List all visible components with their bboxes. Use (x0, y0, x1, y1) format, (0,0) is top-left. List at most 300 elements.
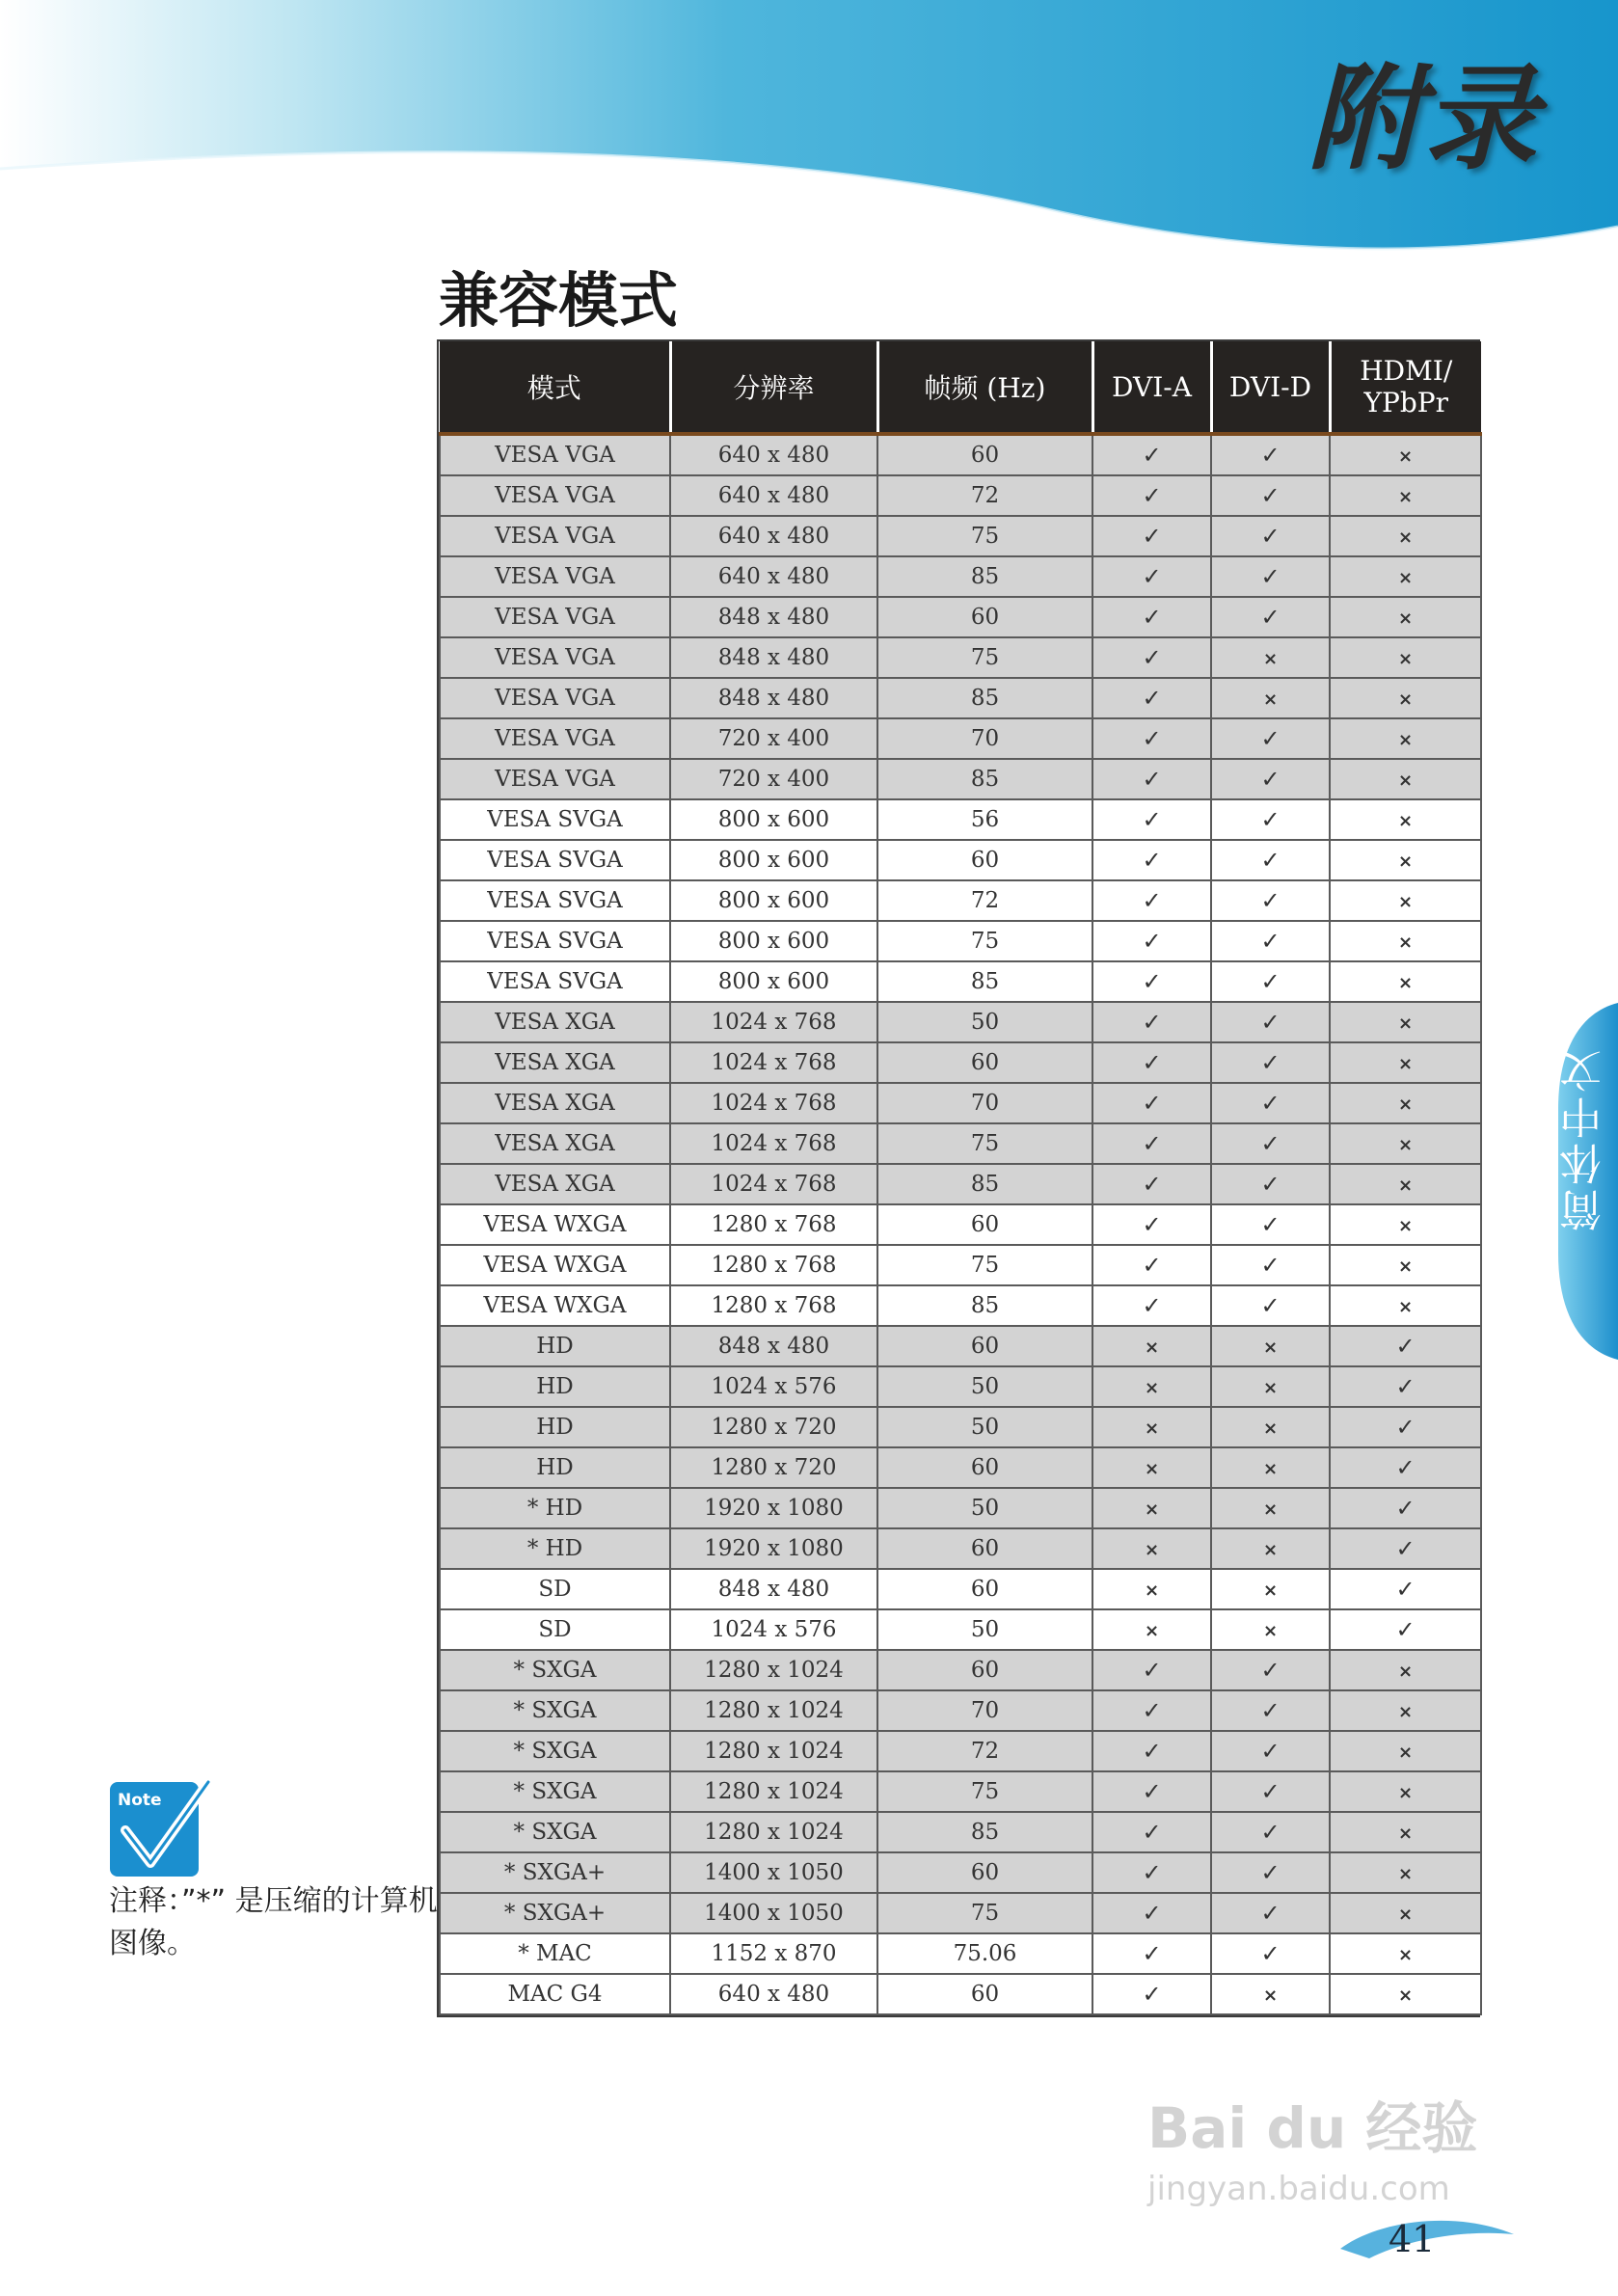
frequency-cell: 72 (877, 1731, 1092, 1771)
hdmi-ypbpr-cell (1330, 475, 1481, 516)
resolution-cell: 1280 x 720 (670, 1407, 877, 1447)
table-row (440, 1933, 1481, 1974)
dvi-a-cell (1092, 475, 1211, 516)
table-row (440, 961, 1481, 1002)
mode-cell: VESA WXGA (440, 1245, 670, 1285)
hdmi-ypbpr-cell (1330, 961, 1481, 1002)
check-mark-icon: ✓ (1260, 1090, 1281, 1117)
dvi-a-cell (1092, 1245, 1211, 1285)
table-row (440, 840, 1481, 880)
dvi-d-cell (1211, 1893, 1330, 1933)
frequency-cell: 50 (877, 1002, 1092, 1042)
frequency-cell: 85 (877, 1285, 1092, 1326)
check-mark-icon: ✓ (1142, 644, 1162, 671)
mode-cell: * SXGA (440, 1771, 670, 1812)
frequency-cell: 60 (877, 1447, 1092, 1488)
mode-cell: VESA VGA (440, 718, 670, 759)
check-mark-icon: ✓ (1142, 523, 1162, 550)
hdmi-ypbpr-cell (1330, 637, 1481, 678)
frequency-cell: 60 (877, 434, 1092, 475)
mode-cell: VESA WXGA (440, 1204, 670, 1245)
dvi-a-cell (1092, 1731, 1211, 1771)
cross-mark-icon: × (1144, 1540, 1160, 1560)
mode-cell: SD (440, 1569, 670, 1609)
resolution-cell: 848 x 480 (670, 1326, 877, 1366)
mode-cell: VESA SVGA (440, 840, 670, 880)
check-mark-icon: ✓ (1142, 604, 1162, 631)
dvi-a-cell (1092, 718, 1211, 759)
hdmi-ypbpr-cell (1330, 516, 1481, 556)
column-header-frequency: 帧频 (Hz) (877, 341, 1092, 434)
dvi-a-cell (1092, 1812, 1211, 1852)
dvi-d-cell (1211, 1164, 1330, 1204)
hdmi-ypbpr-cell (1330, 840, 1481, 880)
mode-cell: * SXGA (440, 1731, 670, 1771)
column-header-mode: 模式 (440, 341, 670, 434)
dvi-a-cell (1092, 1771, 1211, 1812)
dvi-d-cell (1211, 1123, 1330, 1164)
frequency-cell: 72 (877, 880, 1092, 921)
table-row (440, 1609, 1481, 1650)
dvi-a-cell (1092, 1974, 1211, 2014)
check-mark-icon: ✓ (1395, 1495, 1416, 1522)
cross-mark-icon: × (1262, 1459, 1279, 1479)
frequency-cell: 85 (877, 556, 1092, 597)
resolution-cell: 1024 x 768 (670, 1002, 877, 1042)
dvi-a-cell (1092, 1366, 1211, 1407)
cross-mark-icon: × (1397, 892, 1414, 912)
frequency-cell: 60 (877, 1042, 1092, 1083)
table-row (440, 1569, 1481, 1609)
table-row (440, 1690, 1481, 1731)
cross-mark-icon: × (1397, 568, 1414, 588)
resolution-cell: 1024 x 768 (670, 1164, 877, 1204)
cross-mark-icon: × (1262, 1378, 1279, 1398)
table-row (440, 799, 1481, 840)
dvi-a-cell (1092, 1569, 1211, 1609)
frequency-cell: 85 (877, 1812, 1092, 1852)
resolution-cell: 1280 x 768 (670, 1285, 877, 1326)
mode-cell: VESA SVGA (440, 961, 670, 1002)
check-mark-icon: ✓ (1142, 806, 1162, 833)
dvi-a-cell (1092, 678, 1211, 718)
check-mark-icon: ✓ (1142, 1171, 1162, 1198)
table-row (440, 516, 1481, 556)
hdmi-ypbpr-cell (1330, 1528, 1481, 1569)
frequency-cell: 85 (877, 678, 1092, 718)
hdmi-ypbpr-cell (1330, 1974, 1481, 2014)
mode-cell: VESA VGA (440, 759, 670, 799)
mode-cell: VESA XGA (440, 1083, 670, 1123)
check-mark-icon: ✓ (1395, 1616, 1416, 1643)
table-header-row (440, 341, 1481, 434)
cross-mark-icon: × (1262, 649, 1279, 669)
cross-mark-icon: × (1397, 1904, 1414, 1925)
check-mark-icon: ✓ (1260, 442, 1281, 469)
check-mark-icon: ✓ (1260, 1252, 1281, 1279)
mode-cell: VESA SVGA (440, 799, 670, 840)
frequency-cell: 85 (877, 1164, 1092, 1204)
resolution-cell: 1280 x 1024 (670, 1690, 877, 1731)
check-mark-icon: ✓ (1260, 1009, 1281, 1036)
table-row (440, 1083, 1481, 1123)
check-mark-icon: ✓ (1142, 847, 1162, 874)
hdmi-ypbpr-cell (1330, 1285, 1481, 1326)
frequency-cell: 75 (877, 1245, 1092, 1285)
resolution-cell: 848 x 480 (670, 637, 877, 678)
dvi-d-cell (1211, 1204, 1330, 1245)
check-mark-icon: ✓ (1142, 1657, 1162, 1684)
cross-mark-icon: × (1397, 730, 1414, 750)
check-mark-icon: ✓ (1260, 928, 1281, 955)
dvi-a-cell (1092, 1002, 1211, 1042)
check-mark-icon: ✓ (1260, 1940, 1281, 1967)
table-row (440, 1771, 1481, 1812)
resolution-cell: 800 x 600 (670, 799, 877, 840)
cross-mark-icon: × (1397, 689, 1414, 710)
dvi-a-cell (1092, 1123, 1211, 1164)
check-mark-icon: ✓ (1142, 1819, 1162, 1846)
table-row (440, 556, 1481, 597)
resolution-cell: 1400 x 1050 (670, 1852, 877, 1893)
hdmi-ypbpr-cell (1330, 1933, 1481, 1974)
note-check-icon (108, 1774, 214, 1880)
check-mark-icon: ✓ (1142, 1049, 1162, 1076)
check-mark-icon: ✓ (1142, 1211, 1162, 1238)
table-row (440, 1731, 1481, 1771)
hdmi-ypbpr-cell (1330, 1812, 1481, 1852)
dvi-d-cell (1211, 1569, 1330, 1609)
table-row (440, 718, 1481, 759)
mode-cell: HD (440, 1326, 670, 1366)
table-row (440, 637, 1481, 678)
check-mark-icon: ✓ (1395, 1454, 1416, 1481)
table-row (440, 759, 1481, 799)
mode-cell: VESA SVGA (440, 921, 670, 961)
dvi-d-cell (1211, 840, 1330, 880)
dvi-d-cell (1211, 799, 1330, 840)
resolution-cell: 1024 x 576 (670, 1366, 877, 1407)
dvi-d-cell (1211, 434, 1330, 475)
frequency-cell: 70 (877, 1083, 1092, 1123)
dvi-a-cell (1092, 1488, 1211, 1528)
frequency-cell: 72 (877, 475, 1092, 516)
check-mark-icon: ✓ (1142, 1697, 1162, 1724)
dvi-a-cell (1092, 759, 1211, 799)
dvi-a-cell (1092, 597, 1211, 637)
mode-cell: HD (440, 1447, 670, 1488)
hdmi-ypbpr-cell (1330, 1123, 1481, 1164)
resolution-cell: 848 x 480 (670, 1569, 877, 1609)
check-mark-icon: ✓ (1142, 968, 1162, 995)
hdmi-ypbpr-cell (1330, 799, 1481, 840)
check-mark-icon: ✓ (1142, 442, 1162, 469)
check-mark-icon: ✓ (1142, 887, 1162, 914)
table-row (440, 1002, 1481, 1042)
check-mark-icon: ✓ (1142, 1292, 1162, 1319)
resolution-cell: 1152 x 870 (670, 1933, 877, 1974)
dvi-d-cell (1211, 556, 1330, 597)
cross-mark-icon: × (1397, 1945, 1414, 1965)
dvi-d-cell (1211, 1326, 1330, 1366)
check-mark-icon: ✓ (1260, 725, 1281, 752)
compatibility-table (437, 339, 1480, 2017)
cross-mark-icon: × (1397, 649, 1414, 669)
dvi-a-cell (1092, 637, 1211, 678)
dvi-a-cell (1092, 1852, 1211, 1893)
frequency-cell: 75 (877, 921, 1092, 961)
frequency-cell: 60 (877, 840, 1092, 880)
dvi-d-cell (1211, 1771, 1330, 1812)
cross-mark-icon: × (1397, 1864, 1414, 1884)
resolution-cell: 1280 x 720 (670, 1447, 877, 1488)
cross-mark-icon: × (1397, 932, 1414, 953)
cross-mark-icon: × (1262, 1499, 1279, 1520)
check-mark-icon: ✓ (1260, 1819, 1281, 1846)
hdmi-ypbpr-cell (1330, 434, 1481, 475)
table-row (440, 1447, 1481, 1488)
check-mark-icon: ✓ (1142, 563, 1162, 590)
dvi-a-cell (1092, 961, 1211, 1002)
mode-cell: VESA VGA (440, 678, 670, 718)
side-tab-label: 简体中文 (1560, 1046, 1609, 1231)
cross-mark-icon: × (1397, 1256, 1414, 1277)
mode-cell: VESA VGA (440, 475, 670, 516)
table-row (440, 1245, 1481, 1285)
resolution-cell: 1280 x 1024 (670, 1731, 877, 1771)
frequency-cell: 60 (877, 1852, 1092, 1893)
dvi-a-cell (1092, 1528, 1211, 1569)
hdmi-ypbpr-cell (1330, 1609, 1481, 1650)
check-mark-icon: ✓ (1260, 847, 1281, 874)
check-mark-icon: ✓ (1260, 482, 1281, 509)
cross-mark-icon: × (1144, 1378, 1160, 1398)
dvi-d-cell (1211, 1852, 1330, 1893)
check-mark-icon: ✓ (1260, 1292, 1281, 1319)
table-row (440, 1204, 1481, 1245)
check-mark-icon: ✓ (1142, 1981, 1162, 2008)
hdmi-ypbpr-cell (1330, 1650, 1481, 1690)
hdmi-ypbpr-cell (1330, 1164, 1481, 1204)
watermark-brand: Bai du 经验 (1147, 2095, 1478, 2161)
mode-cell: VESA VGA (440, 637, 670, 678)
dvi-d-cell (1211, 1042, 1330, 1083)
cross-mark-icon: × (1397, 446, 1414, 467)
mode-cell: * SXGA (440, 1650, 670, 1690)
check-mark-icon: ✓ (1260, 806, 1281, 833)
resolution-cell: 720 x 400 (670, 718, 877, 759)
check-mark-icon: ✓ (1260, 604, 1281, 631)
frequency-cell: 85 (877, 759, 1092, 799)
dvi-d-cell (1211, 880, 1330, 921)
frequency-cell: 60 (877, 1974, 1092, 2014)
dvi-d-cell (1211, 637, 1330, 678)
dvi-d-cell (1211, 759, 1330, 799)
dvi-a-cell (1092, 880, 1211, 921)
dvi-a-cell (1092, 556, 1211, 597)
hdmi-ypbpr-cell (1330, 1407, 1481, 1447)
mode-cell: * HD (440, 1528, 670, 1569)
mode-cell: VESA XGA (440, 1164, 670, 1204)
table-row (440, 1528, 1481, 1569)
cross-mark-icon: × (1397, 770, 1414, 791)
table-row (440, 597, 1481, 637)
mode-cell: HD (440, 1407, 670, 1447)
resolution-cell: 800 x 600 (670, 880, 877, 921)
frequency-cell: 60 (877, 1528, 1092, 1569)
mode-cell: VESA XGA (440, 1123, 670, 1164)
hdmi-ypbpr-cell (1330, 759, 1481, 799)
table-row (440, 880, 1481, 921)
dvi-a-cell (1092, 1893, 1211, 1933)
cross-mark-icon: × (1397, 1783, 1414, 1803)
cross-mark-icon: × (1397, 1216, 1414, 1236)
mode-cell: HD (440, 1366, 670, 1407)
dvi-d-cell (1211, 597, 1330, 637)
dvi-d-cell (1211, 1609, 1330, 1650)
check-mark-icon: ✓ (1260, 1049, 1281, 1076)
resolution-cell: 1024 x 768 (670, 1042, 877, 1083)
column-header-hdmi-ypbpr (1330, 341, 1481, 434)
table-row (440, 1812, 1481, 1852)
dvi-d-cell (1211, 921, 1330, 961)
mode-cell: VESA VGA (440, 516, 670, 556)
check-mark-icon: ✓ (1142, 1738, 1162, 1765)
dvi-d-cell (1211, 1812, 1330, 1852)
hdmi-ypbpr-cell (1330, 1002, 1481, 1042)
cross-mark-icon: × (1397, 1985, 1414, 2006)
frequency-cell: 60 (877, 1326, 1092, 1366)
dvi-a-cell (1092, 1326, 1211, 1366)
hdmi-ypbpr-cell (1330, 1083, 1481, 1123)
mode-cell: * MAC (440, 1933, 670, 1974)
frequency-cell: 75 (877, 1893, 1092, 1933)
dvi-d-cell (1211, 1731, 1330, 1771)
dvi-a-cell (1092, 516, 1211, 556)
check-mark-icon: ✓ (1260, 1859, 1281, 1886)
frequency-cell: 60 (877, 1204, 1092, 1245)
frequency-cell: 70 (877, 1690, 1092, 1731)
table-row (440, 1366, 1481, 1407)
check-mark-icon: ✓ (1260, 1738, 1281, 1765)
dvi-a-cell (1092, 799, 1211, 840)
check-mark-icon: ✓ (1142, 685, 1162, 712)
resolution-cell: 640 x 480 (670, 1974, 877, 2014)
mode-cell: VESA SVGA (440, 880, 670, 921)
cross-mark-icon: × (1397, 1661, 1414, 1682)
dvi-d-cell (1211, 475, 1330, 516)
check-mark-icon: ✓ (1260, 563, 1281, 590)
hdmi-ypbpr-cell (1330, 1771, 1481, 1812)
cross-mark-icon: × (1144, 1459, 1160, 1479)
cross-mark-icon: × (1262, 689, 1279, 710)
dvi-a-cell (1092, 1447, 1211, 1488)
table-row (440, 1164, 1481, 1204)
table-row (440, 1326, 1481, 1366)
mode-cell: * SXGA (440, 1812, 670, 1852)
cross-mark-icon: × (1144, 1337, 1160, 1358)
dvi-d-cell (1211, 1488, 1330, 1528)
hdmi-ypbpr-cell (1330, 1326, 1481, 1366)
mode-cell: * SXGA+ (440, 1852, 670, 1893)
dvi-a-cell (1092, 1164, 1211, 1204)
dvi-d-cell (1211, 1974, 1330, 2014)
cross-mark-icon: × (1397, 487, 1414, 507)
cross-mark-icon: × (1262, 1540, 1279, 1560)
hdmi-ypbpr-cell (1330, 678, 1481, 718)
resolution-cell: 1280 x 768 (670, 1245, 877, 1285)
dvi-a-cell (1092, 1650, 1211, 1690)
hdmi-ypbpr-cell (1330, 718, 1481, 759)
mode-cell: * SXGA (440, 1690, 670, 1731)
resolution-cell: 1280 x 1024 (670, 1650, 877, 1690)
cross-mark-icon: × (1397, 851, 1414, 872)
cross-mark-icon: × (1262, 1337, 1279, 1358)
check-mark-icon: ✓ (1260, 968, 1281, 995)
frequency-cell: 50 (877, 1366, 1092, 1407)
frequency-cell: 75 (877, 1771, 1092, 1812)
check-mark-icon: ✓ (1142, 482, 1162, 509)
cross-mark-icon: × (1397, 1742, 1414, 1763)
hdmi-ypbpr-cell (1330, 1447, 1481, 1488)
check-mark-icon: ✓ (1260, 523, 1281, 550)
cross-mark-icon: × (1262, 1580, 1279, 1601)
table-row (440, 1650, 1481, 1690)
frequency-cell: 70 (877, 718, 1092, 759)
check-mark-icon: ✓ (1395, 1333, 1416, 1360)
resolution-cell: 640 x 480 (670, 475, 877, 516)
frequency-cell: 75.06 (877, 1933, 1092, 1974)
cross-mark-icon: × (1397, 608, 1414, 629)
cross-mark-icon: × (1144, 1499, 1160, 1520)
check-mark-icon: ✓ (1260, 1171, 1281, 1198)
dvi-a-cell (1092, 1204, 1211, 1245)
note-text: 注释：”*” 是压缩的计算机图像。 (109, 1884, 438, 1960)
check-mark-icon: ✓ (1142, 928, 1162, 955)
dvi-d-cell (1211, 1245, 1330, 1285)
dvi-a-cell (1092, 1083, 1211, 1123)
table-row (440, 1407, 1481, 1447)
resolution-cell: 800 x 600 (670, 961, 877, 1002)
dvi-a-cell (1092, 1285, 1211, 1326)
check-mark-icon: ✓ (1142, 1778, 1162, 1805)
cross-mark-icon: × (1397, 1297, 1414, 1317)
mode-cell: MAC G4 (440, 1974, 670, 2014)
hdmi-ypbpr-cell (1330, 1488, 1481, 1528)
check-mark-icon: ✓ (1142, 766, 1162, 793)
resolution-cell: 1920 x 1080 (670, 1528, 877, 1569)
resolution-cell: 1280 x 1024 (670, 1771, 877, 1812)
hdmi-ypbpr-cell (1330, 1204, 1481, 1245)
resolution-cell: 1920 x 1080 (670, 1488, 877, 1528)
cross-mark-icon: × (1262, 1418, 1279, 1439)
table-row (440, 1123, 1481, 1164)
check-mark-icon: ✓ (1142, 1009, 1162, 1036)
hdmi-ypbpr-cell (1330, 556, 1481, 597)
cross-mark-icon: × (1144, 1621, 1160, 1641)
frequency-cell: 85 (877, 961, 1092, 1002)
table-row (440, 434, 1481, 475)
table-row (440, 1852, 1481, 1893)
resolution-cell: 800 x 600 (670, 921, 877, 961)
mode-cell: VESA XGA (440, 1002, 670, 1042)
mode-cell: VESA WXGA (440, 1285, 670, 1326)
table-row (440, 678, 1481, 718)
hdmi-ypbpr-cell (1330, 1690, 1481, 1731)
cross-mark-icon: × (1397, 1013, 1414, 1034)
cross-mark-icon: × (1262, 1985, 1279, 2006)
resolution-cell: 1280 x 768 (670, 1204, 877, 1245)
